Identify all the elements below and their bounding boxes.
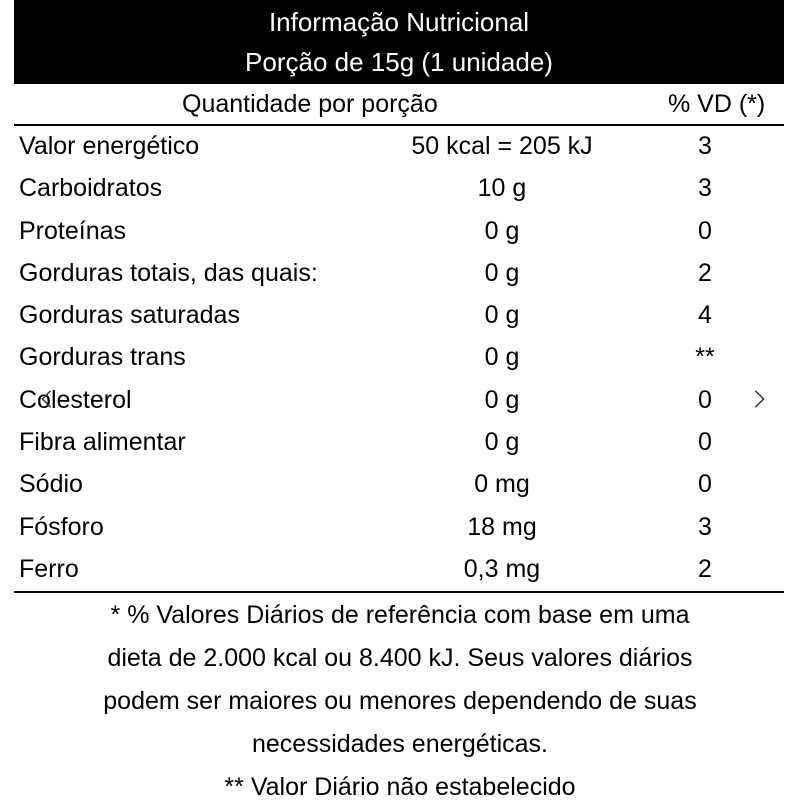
nutrition-rows [0, 126, 800, 591]
vd-column-header: % VD (*) [668, 90, 766, 118]
nutrient-vd: ** [695, 343, 715, 372]
footnote-line: * % Valores Diários de referência com base em uma [110, 601, 690, 629]
nutrient-amount: 0 g [484, 301, 520, 330]
table-row [0, 507, 800, 549]
nutrient-vd: 3 [698, 132, 712, 160]
nutrient-name: Gorduras totais, das quais: [19, 258, 318, 287]
nutrient-vd: 3 [698, 512, 712, 541]
table-row [0, 253, 800, 295]
nutrition-header [14, 0, 784, 84]
nutrient-name: Sódio [19, 470, 83, 499]
nutrient-name: Gorduras trans [19, 343, 186, 372]
footnote-line: dieta de 2.000 kcal ou 8.400 kJ. Seus valores diários [107, 644, 693, 672]
table-divider [14, 591, 784, 593]
nutrition-title: Informação Nutricional [268, 7, 530, 37]
table-row [0, 464, 800, 506]
nutrient-vd: 2 [698, 554, 712, 583]
nutrient-amount: 50 kcal = 205 kJ [411, 132, 593, 160]
nutrient-vd: 0 [698, 385, 712, 414]
table-row [0, 422, 800, 464]
next-image-button[interactable] [744, 384, 774, 414]
nutrient-amount: 18 mg [467, 512, 537, 541]
nutrient-name: Carboidratos [19, 174, 163, 203]
nutrient-vd: 0 [698, 216, 712, 245]
nutrient-amount: 0 g [484, 343, 520, 372]
nutrient-name: Colesterol [19, 385, 132, 414]
chevron-left-icon [36, 388, 58, 410]
nutrient-vd: 3 [698, 174, 712, 203]
footnote [40, 594, 760, 809]
nutrient-amount: 0 g [484, 216, 520, 245]
nutrient-amount: 0 mg [474, 470, 530, 499]
quantity-column-header: Quantidade por porção [182, 90, 438, 118]
nutrient-amount: 0,3 mg [463, 554, 541, 583]
table-row [0, 549, 800, 591]
footnote-line: necessidades energéticas. [251, 730, 549, 758]
nutrient-amount: 0 g [484, 428, 520, 457]
nutrient-name: Fibra alimentar [19, 428, 186, 457]
table-row [0, 337, 800, 379]
table-header [14, 84, 784, 126]
nutrient-name: Proteínas [19, 216, 127, 245]
footnote-line: ** Valor Diário não estabelecido [224, 773, 576, 801]
nutrient-name: Valor energético [19, 132, 200, 160]
table-row [0, 168, 800, 210]
previous-image-button[interactable] [32, 384, 62, 414]
nutrient-vd: 0 [698, 470, 712, 499]
table-row [0, 295, 800, 337]
table-row [0, 126, 800, 168]
nutrient-amount: 10 g [477, 174, 527, 203]
nutrient-vd: 4 [698, 301, 712, 330]
nutrient-vd: 0 [698, 428, 712, 457]
nutrient-name: Fósforo [19, 512, 104, 541]
footnote-line: podem ser maiores ou menores dependendo de suas [103, 687, 697, 715]
chevron-right-icon [748, 388, 770, 410]
table-row [0, 380, 800, 422]
nutrient-amount: 0 g [484, 258, 520, 287]
nutrient-name: Ferro [19, 554, 79, 583]
nutrient-amount: 0 g [484, 385, 520, 414]
nutrient-vd: 2 [698, 258, 712, 287]
serving-size: Porção de 15g (1 unidade) [245, 47, 553, 77]
nutrient-name: Gorduras saturadas [19, 301, 240, 330]
table-row [0, 211, 800, 253]
